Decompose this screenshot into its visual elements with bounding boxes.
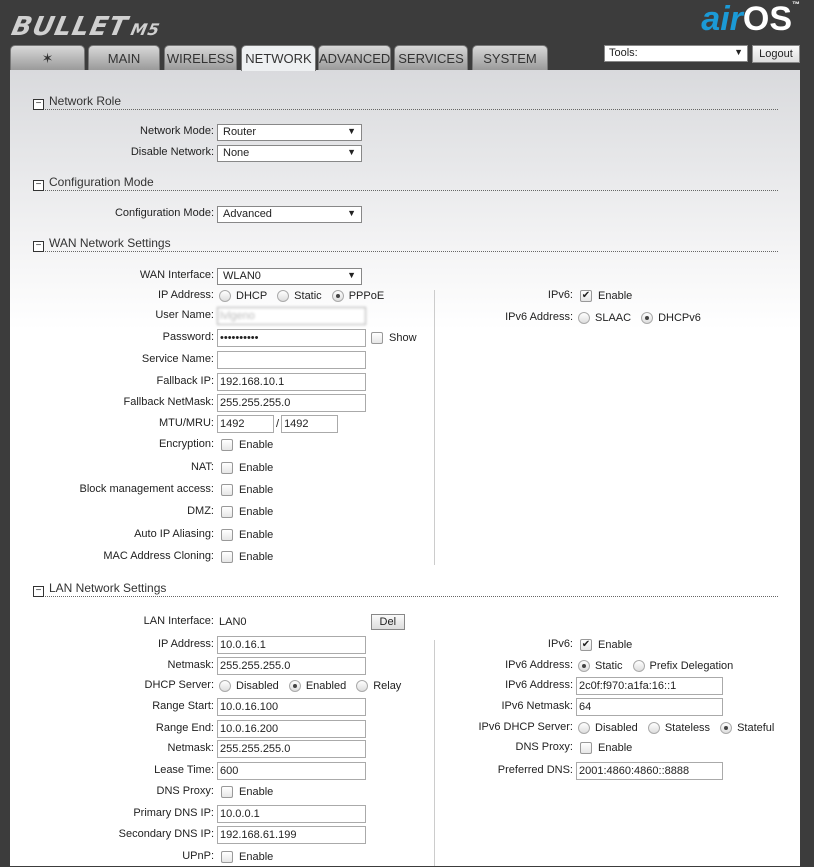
checkbox-label: Enable [598, 290, 633, 302]
configuration-mode-select[interactable] [217, 206, 362, 223]
radio-relay[interactable] [356, 680, 368, 692]
field-label: Lease Time: [154, 764, 214, 776]
field-control [572, 718, 778, 738]
logo-air: air [701, 0, 743, 38]
nat-checkbox[interactable] [221, 462, 233, 474]
form-row-service-name [141, 350, 214, 370]
chevron-down-icon: ▼ [734, 47, 743, 57]
lease-time-input[interactable]: 600 [217, 762, 366, 780]
field-label: Password: [162, 331, 214, 343]
product-logo [9, 12, 164, 42]
form-row-block-management-access [79, 480, 274, 500]
dns-proxy-checkbox[interactable] [580, 742, 592, 754]
tab-ubnt-logo[interactable] [10, 45, 85, 70]
field-label: Service Name: [141, 353, 214, 365]
mac-address-cloning-checkbox[interactable] [221, 551, 233, 563]
field-control [217, 393, 366, 413]
field-label: IPv6: [547, 638, 573, 650]
field-label: UPnP: [182, 850, 214, 862]
form-row-password [162, 328, 417, 348]
field-label: Netmask: [167, 659, 214, 671]
section-title: WAN Network Settings [49, 236, 171, 250]
field-control [217, 656, 366, 676]
form-row-netmask [167, 739, 291, 759]
ipv6-address-input[interactable]: 2c0f:f970:a1fa:16::1 [576, 677, 723, 695]
brand-model: M5 [129, 20, 163, 39]
block-management-access-checkbox[interactable] [221, 484, 233, 496]
form-row-ip-address [157, 635, 266, 655]
radio-enabled[interactable] [289, 680, 301, 692]
show-label: Show [389, 332, 417, 344]
field-label: Fallback NetMask: [123, 396, 214, 408]
tab-system[interactable]: SYSTEM [472, 45, 548, 70]
collapse-icon[interactable]: − [33, 241, 44, 252]
chevron-down-icon: ▼ [347, 125, 356, 136]
form-row-configuration-mode [114, 204, 356, 224]
radio-dhcp[interactable] [219, 290, 231, 302]
field-control [213, 286, 388, 306]
radio-label-slaac: SLAAC [595, 312, 632, 324]
section-title: Configuration Mode [49, 175, 154, 189]
field-label: Fallback IP: [156, 375, 214, 387]
radio-slaac[interactable] [578, 312, 590, 324]
form-row-netmask [167, 656, 291, 676]
form-row-ipv6-netmask [501, 697, 592, 717]
radio-label-static: Static [595, 660, 623, 672]
field-label: Disable Network: [130, 146, 214, 158]
field-control [217, 458, 273, 478]
tab-services[interactable]: SERVICES [394, 45, 468, 70]
form-row-encryption [158, 435, 274, 455]
tools-select[interactable] [604, 45, 748, 62]
radio-label-prefix-delegation: Prefix Delegation [649, 660, 734, 672]
field-control [217, 547, 273, 567]
field-control [576, 676, 723, 696]
field-label: Encryption: [158, 438, 214, 450]
select-value: WLAN0 [223, 269, 261, 282]
radio-static[interactable] [277, 290, 289, 302]
field-label: Configuration Mode: [114, 207, 214, 219]
service-name-input[interactable] [217, 351, 366, 369]
form-row-ipv6-address [505, 656, 734, 676]
field-label: Auto IP Aliasing: [134, 528, 214, 540]
field-label: Network Mode: [140, 125, 214, 137]
field-control [217, 480, 273, 500]
radio-label-static: Static [294, 290, 322, 302]
radio-disabled[interactable] [578, 722, 590, 734]
section-title: Network Role [49, 94, 122, 108]
field-control [217, 266, 362, 286]
form-row-range-end [155, 719, 279, 739]
field-label: Block management access: [79, 483, 214, 495]
tab-wireless[interactable]: WIRELESS [164, 45, 237, 70]
disable-network-select[interactable] [217, 145, 362, 162]
field-label: Preferred DNS: [497, 764, 573, 776]
radio-disabled[interactable] [219, 680, 231, 692]
form-row-ipv6 [547, 286, 633, 306]
section-title: LAN Network Settings [49, 581, 167, 595]
field-label: IPv6 Address: [505, 679, 573, 691]
delete-interface-button[interactable]: Del [371, 614, 406, 630]
checkbox-label: Enable [239, 462, 274, 474]
auto-ip-aliasing-checkbox[interactable] [221, 529, 233, 541]
tab-advanced[interactable]: ADVANCED [318, 45, 391, 70]
form-row-upnp [182, 847, 274, 867]
field-control [213, 676, 405, 696]
field-control [572, 656, 737, 676]
upnp-checkbox[interactable] [221, 851, 233, 863]
field-label: Primary DNS IP: [133, 807, 214, 819]
show-password-checkbox[interactable] [371, 332, 383, 344]
radio-label-disabled: Disabled [595, 722, 638, 734]
checkbox-label: Enable [239, 529, 274, 541]
tools-label: Tools: [609, 47, 638, 59]
form-row-ipv6-address [505, 308, 701, 328]
checkbox-label: Enable [239, 851, 274, 863]
fallback-ip-input[interactable]: 192.168.10.1 [217, 373, 366, 391]
checkbox-label: Enable [239, 484, 274, 496]
field-control [217, 502, 273, 522]
field-label: IP Address: [157, 638, 214, 650]
form-row-ipv6-dhcp-server [478, 718, 775, 738]
collapse-icon[interactable]: − [33, 586, 44, 597]
ipv6-checkbox[interactable]: ✔ [581, 639, 591, 650]
radio-label-stateless: Stateless [664, 722, 711, 734]
select-value: Router [223, 125, 257, 138]
field-control [217, 328, 417, 348]
field-control [217, 372, 366, 392]
logout-button[interactable]: Logout [752, 45, 800, 63]
form-row-nat [190, 458, 274, 478]
field-label: DNS Proxy: [515, 741, 573, 753]
airos-logo [701, 0, 800, 39]
field-label: IPv6 DHCP Server: [478, 721, 573, 733]
form-row-primary-dns-ip [133, 804, 260, 824]
field-label: Netmask: [167, 742, 214, 754]
field-control [217, 143, 362, 163]
field-control [217, 435, 273, 455]
field-label: MAC Address Cloning: [103, 550, 214, 562]
field-control [217, 761, 366, 781]
form-row-dns-proxy [156, 782, 274, 802]
radio-label-stateful: Stateful [737, 722, 775, 734]
form-row-preferred-dns [497, 761, 690, 781]
radio-stateful[interactable] [720, 722, 732, 734]
radio-dhcpv6[interactable] [641, 312, 653, 324]
field-control [576, 738, 632, 758]
field-control [217, 350, 366, 370]
radio-prefix-delegation[interactable] [633, 660, 645, 672]
field-control [217, 635, 366, 655]
form-row-ip-address [157, 286, 385, 306]
logo-os: OS [742, 0, 792, 38]
field-label: Range Start: [152, 700, 214, 712]
section-header [33, 236, 778, 252]
netmask-input[interactable]: 255.255.255.0 [217, 740, 366, 758]
field-control [576, 635, 632, 655]
field-control [217, 739, 366, 759]
mtu-input[interactable]: 1492 [217, 415, 274, 433]
radio-pppoe[interactable] [332, 290, 344, 302]
network-mode-select[interactable] [217, 124, 362, 141]
wan-interface-select[interactable] [217, 268, 362, 285]
radio-label-disabled: Disabled [236, 680, 279, 692]
section-header [33, 94, 778, 110]
dns-proxy-checkbox[interactable] [221, 786, 233, 798]
radio-static[interactable] [578, 660, 590, 672]
chevron-down-icon: ▼ [347, 269, 356, 280]
radio-label-relay: Relay [373, 680, 402, 692]
field-label: MTU/MRU: [159, 417, 214, 429]
field-label: IPv6 Address: [505, 659, 573, 671]
field-control [217, 612, 405, 632]
collapse-icon[interactable]: − [33, 99, 44, 110]
form-row-auto-ip-aliasing [134, 525, 274, 545]
field-control [217, 697, 366, 717]
select-value: Advanced [223, 207, 272, 220]
mru-input[interactable]: 1492 [281, 415, 338, 433]
field-label: WAN Interface: [139, 269, 214, 281]
checkbox-label: Enable [239, 506, 274, 518]
range-end-input[interactable]: 10.0.16.200 [217, 720, 366, 738]
tab-main[interactable]: MAIN [88, 45, 160, 70]
field-control [217, 847, 273, 867]
encryption-checkbox[interactable] [221, 439, 233, 451]
column-divider [434, 290, 435, 565]
chevron-down-icon: ▼ [347, 146, 356, 157]
form-row-fallback-ip [156, 372, 285, 392]
select-value: None [223, 146, 250, 159]
field-control [217, 414, 338, 434]
dmz-checkbox[interactable] [221, 506, 233, 518]
field-label: IPv6 Netmask: [501, 700, 573, 712]
preferred-dns-input[interactable]: 2001:4860:4860::8888 [576, 762, 723, 780]
range-start-input[interactable]: 10.0.16.100 [217, 698, 366, 716]
ipv6-checkbox[interactable]: ✔ [581, 290, 591, 301]
checkbox-label: Enable [239, 551, 274, 563]
secondary-dns-ip-input[interactable]: 192.168.61.199 [217, 826, 366, 844]
field-label: Range End: [155, 722, 214, 734]
field-label: DHCP Server: [144, 679, 214, 691]
form-row-lan-interface [143, 612, 397, 632]
form-row-network-mode [140, 122, 356, 142]
logo-tm: ™ [792, 0, 800, 9]
form-row-mtu-mru [159, 414, 309, 434]
collapse-icon[interactable]: − [33, 180, 44, 191]
radio-label-enabled: Enabled [305, 680, 347, 692]
form-row-dns-proxy [515, 738, 633, 758]
primary-dns-ip-input[interactable]: 10.0.0.1 [217, 805, 366, 823]
form-row-fallback-netmask [123, 393, 291, 413]
field-control [576, 697, 723, 717]
form-row-user-name [155, 306, 255, 326]
checkbox-label: Enable [598, 639, 633, 651]
field-control [217, 804, 366, 824]
radio-stateless[interactable] [648, 722, 660, 734]
form-row-secondary-dns-ip [118, 825, 297, 845]
form-row-wan-interface [139, 266, 356, 286]
checkbox-label: Enable [239, 439, 274, 451]
field-label: IPv6 Address: [505, 311, 573, 323]
field-label: NAT: [190, 461, 214, 473]
form-row-ipv6 [547, 635, 633, 655]
field-label: Secondary DNS IP: [118, 828, 214, 840]
ipv6-netmask-input[interactable]: 64 [576, 698, 723, 716]
section-header [33, 175, 778, 191]
form-row-mac-address-cloning [103, 547, 274, 567]
field-label: IP Address: [157, 289, 214, 301]
column-divider [434, 640, 435, 866]
field-control [217, 122, 362, 142]
field-control [217, 825, 366, 845]
checkbox-label: Enable [239, 786, 274, 798]
field-label: DMZ: [187, 505, 214, 517]
password-input[interactable]: •••••••••• [217, 329, 366, 347]
form-row-range-start [152, 697, 279, 717]
tab-network[interactable]: NETWORK [241, 45, 316, 71]
ip-address-input[interactable]: 10.0.16.1 [217, 636, 366, 654]
lan-interface-value: LAN0 [219, 616, 247, 628]
user-name-input[interactable]: lvlgeno [217, 307, 366, 325]
field-control [217, 782, 273, 802]
field-label: LAN Interface: [143, 615, 214, 627]
field-control [217, 525, 273, 545]
field-control [576, 286, 632, 306]
field-control [572, 308, 705, 328]
mtu-separator: / [276, 418, 280, 430]
radio-label-pppoe: PPPoE [348, 290, 385, 302]
section-header [33, 581, 778, 597]
field-control [217, 306, 366, 326]
field-control [576, 761, 723, 781]
field-control [217, 204, 362, 224]
radio-label-dhcpv6: DHCPv6 [658, 312, 701, 324]
form-row-disable-network [130, 143, 356, 163]
field-label: IPv6: [547, 289, 573, 301]
form-row-dhcp-server [144, 676, 402, 696]
form-row-dmz [187, 502, 274, 522]
radio-label-dhcp: DHCP [236, 290, 268, 302]
field-label: DNS Proxy: [156, 785, 214, 797]
fallback-netmask-input[interactable]: 255.255.255.0 [217, 394, 366, 412]
ubiquiti-logo-icon: ✶ [41, 50, 54, 66]
form-row-lease-time [154, 761, 239, 781]
netmask-input[interactable]: 255.255.255.0 [217, 657, 366, 675]
field-control [217, 719, 366, 739]
form-row-ipv6-address [505, 676, 677, 696]
field-label: User Name: [155, 309, 214, 321]
checkbox-label: Enable [598, 742, 633, 754]
chevron-down-icon: ▼ [347, 207, 356, 218]
brand-name: BULLET [8, 12, 131, 42]
